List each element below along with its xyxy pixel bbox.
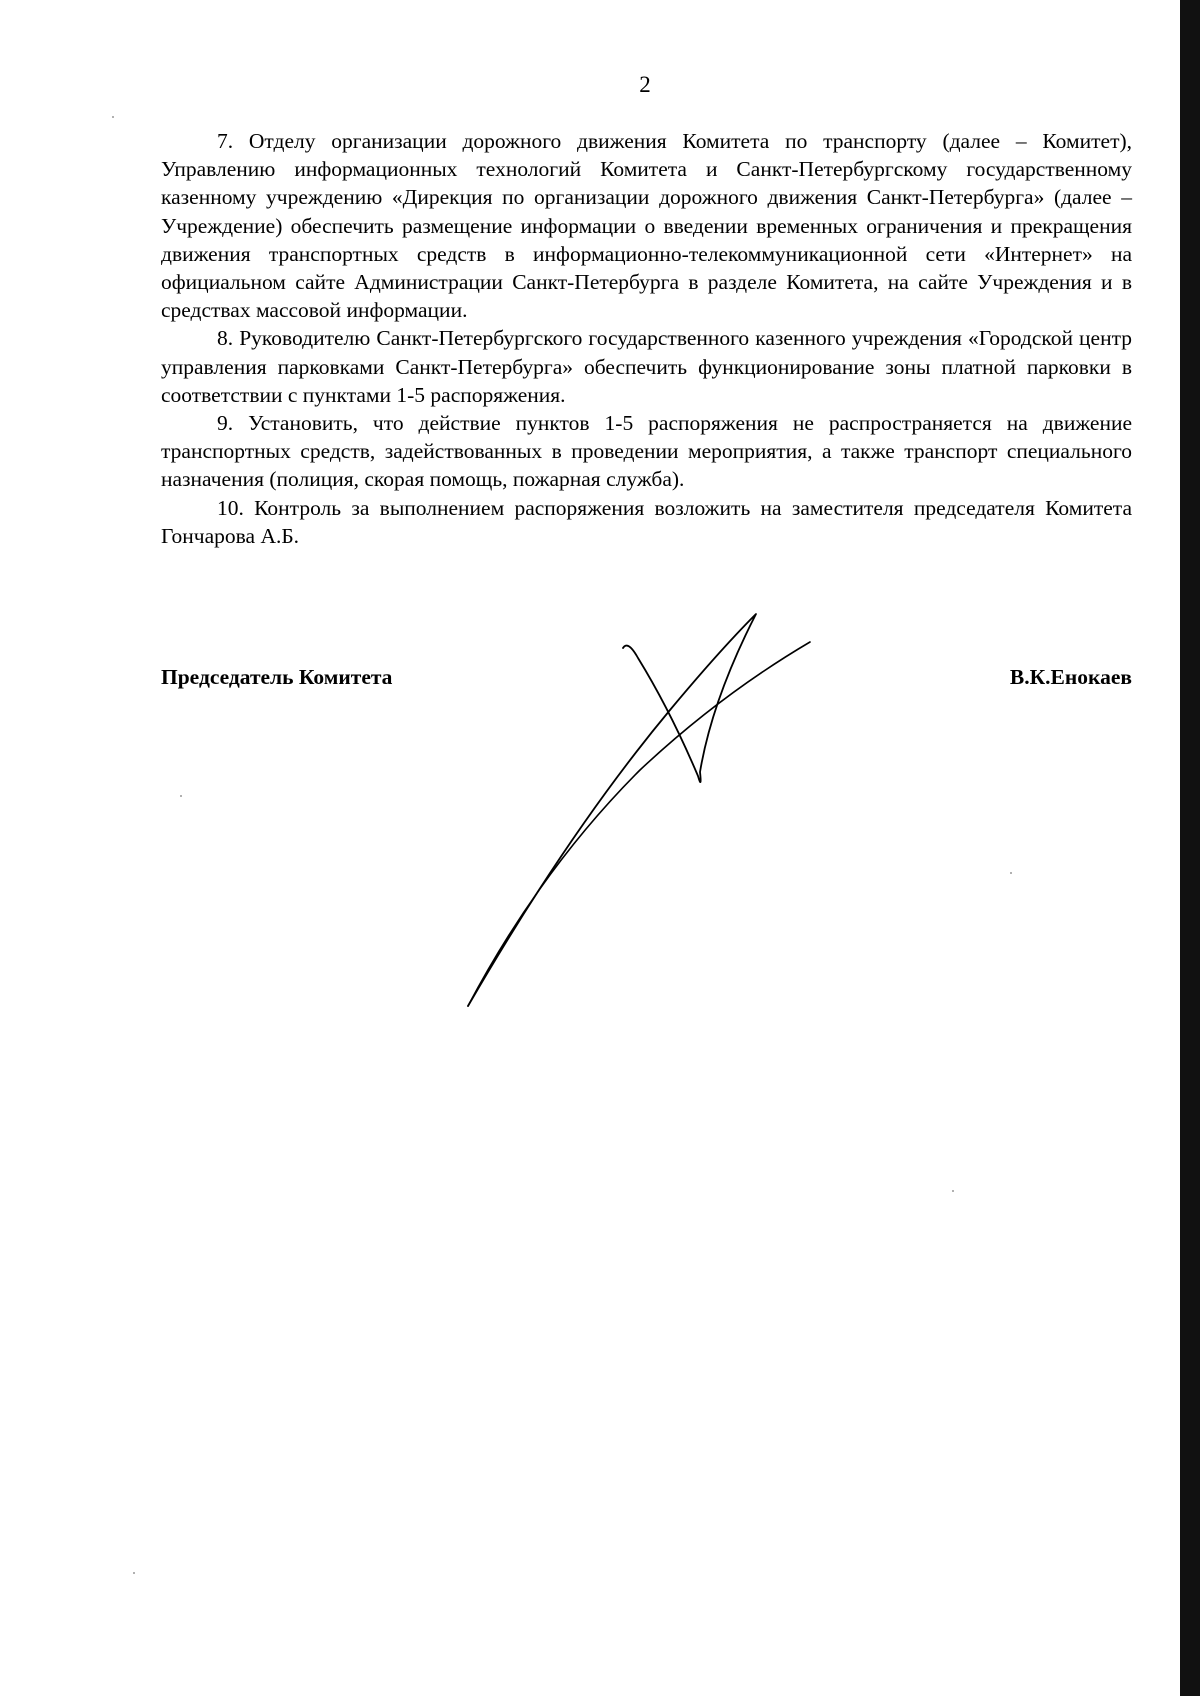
document-body xyxy=(161,127,1132,550)
signer-title: Председатель Комитета xyxy=(161,665,393,689)
scan-speck xyxy=(133,1572,135,1574)
signer-name: В.К.Енокаев xyxy=(1009,665,1132,689)
paragraph-8: 8. Руководителю Санкт-Петербургского государственного казенного учреждения «Городской центр управления парковками Санкт-Петербурга» обеспечить функционирование зоны платной парковки в соответствии с пунктами 1-5 распоряжения. xyxy=(161,326,1132,407)
scan-edge xyxy=(1180,0,1200,1696)
paragraph-9: 9. Установить, что действие пунктов 1-5 распоряжения не распространяется на движение транспортных средств, задействованных в проведении мероприятия, а также транспорт специального назначения (полиция, скорая помощь, пожарная служба). xyxy=(161,411,1132,492)
scan-speck xyxy=(1010,872,1012,874)
page-number: 2 xyxy=(639,72,651,97)
paragraph-10: 10. Контроль за выполнением распоряжения возложить на заместителя председателя Комитета Гончарова А.Б. xyxy=(161,495,1132,548)
scan-speck xyxy=(180,795,182,797)
scan-speck xyxy=(112,116,114,118)
scan-speck xyxy=(952,1190,954,1192)
paragraph-7: 7. Отделу организации дорожного движения Комитета по транспорту (далее – Комитет), Управлению информационных технологий Комитета и Санкт-Петербургскому государственному казенному учреждению «Дирекция по организации дорожного движения Санкт-Петербурга» (далее – Учреждение) обеспечить размещение информации о введении временных ограничения и прекращения движения транспортных средств в информационно-телекоммуникационной сети «Интернет» на официальном сайте Администрации Санкт-Петербурга в разделе Комитета, на сайте Учреждения и в средствах массовой информации. xyxy=(161,129,1132,323)
handwritten-signature xyxy=(450,600,830,1020)
